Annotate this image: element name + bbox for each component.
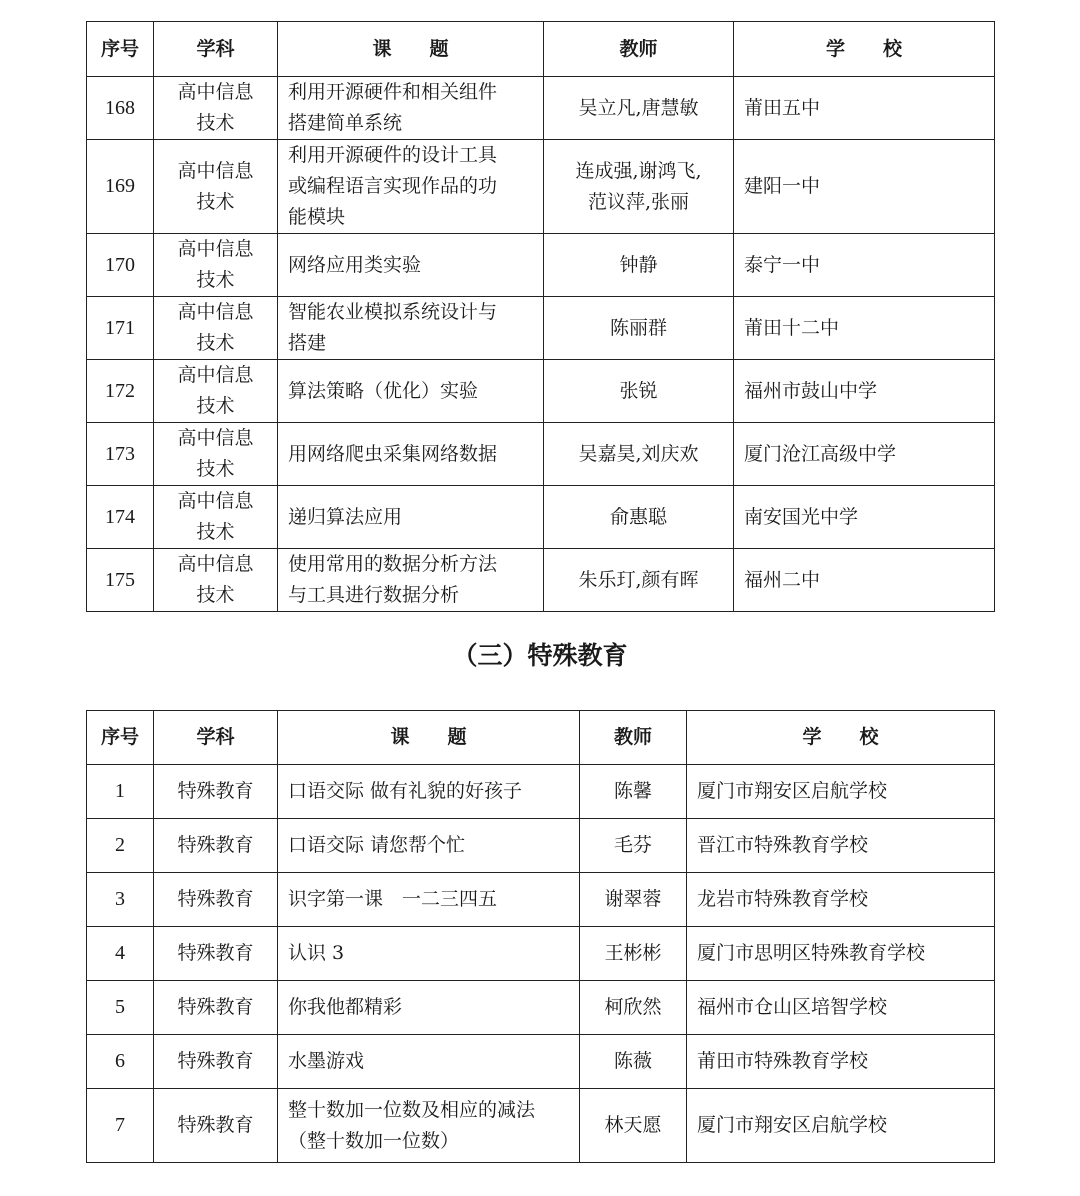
cell-teacher: 王彬彬 [580,927,687,981]
cell-school: 泰宁一中 [734,234,995,297]
cell-no: 169 [87,140,154,234]
cell-no: 7 [87,1089,154,1163]
cell-school: 龙岩市特殊教育学校 [687,873,995,927]
cell-subject: 高中信息 技术 [154,297,278,360]
cell-no: 171 [87,297,154,360]
cell-topic: 整十数加一位数及相应的减法 （整十数加一位数） [278,1089,580,1163]
cell-school: 莆田五中 [734,77,995,140]
header-no: 序号 [87,22,154,77]
cell-teacher: 陈馨 [580,765,687,819]
header-no: 序号 [87,711,154,765]
cell-subject: 高中信息 技术 [154,140,278,234]
header-teacher: 教师 [580,711,687,765]
table-row [87,360,995,423]
cell-topic: 算法策略（优化）实验 [278,360,544,423]
cell-no: 3 [87,873,154,927]
cell-topic: 利用开源硬件的设计工具 或编程语言实现作品的功 能模块 [278,140,544,234]
table-row [87,927,995,981]
cell-school: 建阳一中 [734,140,995,234]
cell-subject: 高中信息 技术 [154,486,278,549]
cell-teacher: 毛芬 [580,819,687,873]
cell-no: 6 [87,1035,154,1089]
header-subject: 学科 [154,711,278,765]
cell-subject: 特殊教育 [154,765,278,819]
cell-subject: 高中信息 技术 [154,234,278,297]
header-school: 学 校 [734,22,995,77]
cell-subject: 特殊教育 [154,819,278,873]
course-table-special-education [86,710,995,1163]
cell-topic: 水墨游戏 [278,1035,580,1089]
cell-school: 南安国光中学 [734,486,995,549]
cell-subject: 高中信息 技术 [154,549,278,612]
cell-school: 晋江市特殊教育学校 [687,819,995,873]
table-row [87,1035,995,1089]
cell-no: 174 [87,486,154,549]
cell-subject: 特殊教育 [154,927,278,981]
table-row [87,234,995,297]
table-header-row [87,22,995,77]
table-row [87,981,995,1035]
cell-topic: 识字第一课 一二三四五 [278,873,580,927]
cell-subject: 高中信息 技术 [154,423,278,486]
table-row [87,140,995,234]
table-row [87,1089,995,1163]
cell-topic: 利用开源硬件和相关组件 搭建简单系统 [278,77,544,140]
cell-teacher: 谢翠蓉 [580,873,687,927]
header-school: 学 校 [687,711,995,765]
header-topic: 课 题 [278,711,580,765]
table-row [87,423,995,486]
cell-school: 莆田市特殊教育学校 [687,1035,995,1089]
cell-school: 福州市鼓山中学 [734,360,995,423]
cell-teacher: 陈丽群 [544,297,734,360]
course-table-high-school-it [86,21,995,612]
cell-topic: 认识 3 [278,927,580,981]
cell-teacher: 吴嘉昊,刘庆欢 [544,423,734,486]
cell-topic: 口语交际 做有礼貌的好孩子 [278,765,580,819]
cell-school: 厦门市翔安区启航学校 [687,765,995,819]
cell-topic: 用网络爬虫采集网络数据 [278,423,544,486]
table-row [87,819,995,873]
cell-teacher: 连成强,谢鸿飞, 范议萍,张丽 [544,140,734,234]
cell-teacher: 钟静 [544,234,734,297]
cell-no: 170 [87,234,154,297]
table-row [87,549,995,612]
cell-school: 福州二中 [734,549,995,612]
cell-no: 1 [87,765,154,819]
cell-no: 172 [87,360,154,423]
cell-school: 厦门市翔安区启航学校 [687,1089,995,1163]
cell-topic: 网络应用类实验 [278,234,544,297]
cell-school: 福州市仓山区培智学校 [687,981,995,1035]
section-title: （三）特殊教育 [452,641,628,670]
cell-teacher: 朱乐玎,颜有晖 [544,549,734,612]
table-row [87,873,995,927]
cell-no: 5 [87,981,154,1035]
table-row [87,77,995,140]
table-header-row [87,711,995,765]
cell-topic: 使用常用的数据分析方法 与工具进行数据分析 [278,549,544,612]
cell-no: 175 [87,549,154,612]
cell-school: 厦门沧江高级中学 [734,423,995,486]
cell-subject: 特殊教育 [154,1035,278,1089]
cell-teacher: 张锐 [544,360,734,423]
table-row [87,297,995,360]
cell-topic: 智能农业模拟系统设计与 搭建 [278,297,544,360]
header-subject: 学科 [154,22,278,77]
cell-subject: 特殊教育 [154,1089,278,1163]
header-teacher: 教师 [544,22,734,77]
cell-subject: 高中信息 技术 [154,77,278,140]
cell-teacher: 俞惠聪 [544,486,734,549]
cell-subject: 特殊教育 [154,873,278,927]
cell-no: 173 [87,423,154,486]
cell-school: 莆田十二中 [734,297,995,360]
cell-topic: 递归算法应用 [278,486,544,549]
cell-teacher: 吴立凡,唐慧敏 [544,77,734,140]
cell-subject: 特殊教育 [154,981,278,1035]
cell-topic: 你我他都精彩 [278,981,580,1035]
cell-no: 168 [87,77,154,140]
cell-teacher: 柯欣然 [580,981,687,1035]
cell-no: 4 [87,927,154,981]
cell-no: 2 [87,819,154,873]
cell-teacher: 林天愿 [580,1089,687,1163]
cell-subject: 高中信息 技术 [154,360,278,423]
cell-topic: 口语交际 请您帮个忙 [278,819,580,873]
table-row [87,486,995,549]
cell-school: 厦门市思明区特殊教育学校 [687,927,995,981]
table-row [87,765,995,819]
header-topic: 课 题 [278,22,544,77]
cell-teacher: 陈薇 [580,1035,687,1089]
